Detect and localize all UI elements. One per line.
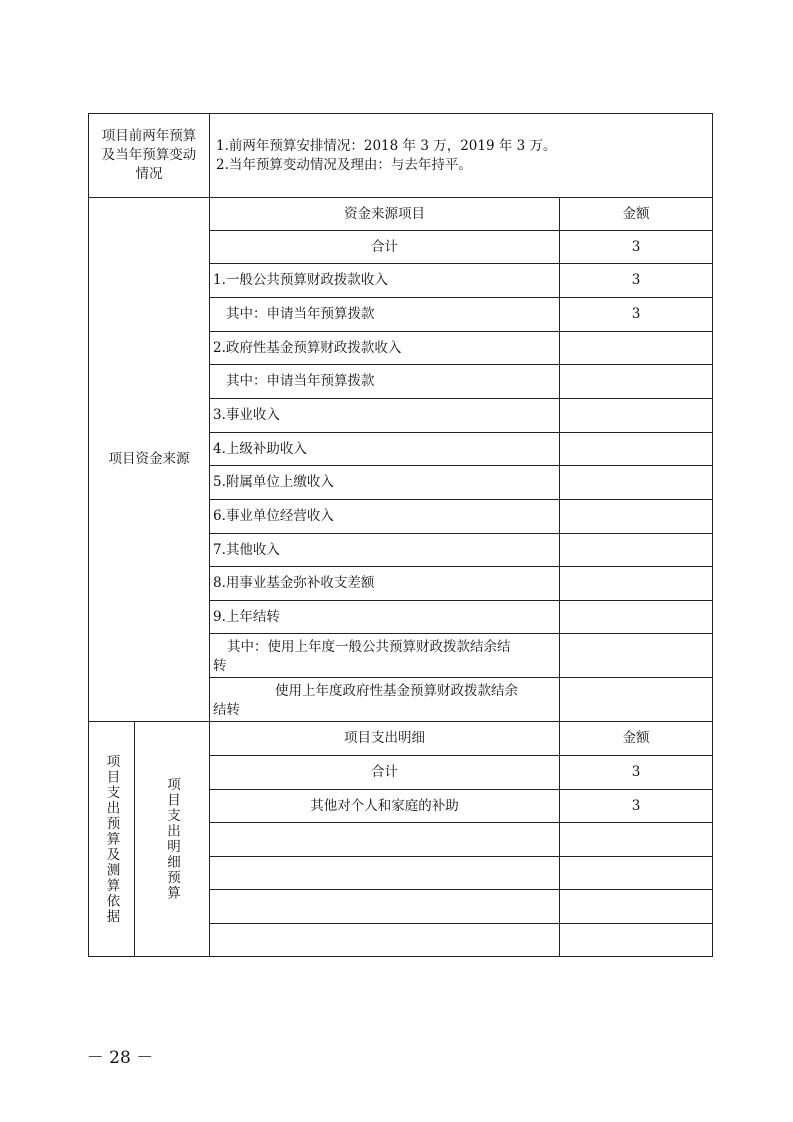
funding-row-item: 3.事业收入 [210,399,560,433]
carryover-general-budget-amount [560,634,713,678]
expenditure-row-amount: 3 [560,790,713,823]
expenditure-col-amount-header: 金额 [560,722,713,756]
funding-row-amount [560,433,713,466]
funding-row-amount [560,567,713,601]
expenditure-row-item: 其他对个人和家庭的补助 [210,790,560,823]
funding-row-amount [560,332,713,365]
funding-row-item: 7.其他收入 [210,534,560,567]
funding-row-item: 4.上级补助收入 [210,433,560,466]
expenditure-row-amount [560,857,713,890]
funding-row-item: 1.一般公共预算财政拨款收入 [210,264,560,298]
prior-budget-content: 1.前两年预算安排情况：2018 年 3 万，2019 年 3 万。 2.当年预算变动情况及理由：与去年持平。 [210,114,713,198]
funding-row-item: 9.上年结转 [210,601,560,634]
funding-row-amount [560,500,713,534]
expenditure-budget-label: 项目支出预算及测算依据 [89,722,135,957]
funding-row-item: 5.附属单位上缴收入 [210,466,560,500]
expenditure-row-item: 合计 [210,756,560,790]
carryover-fund-budget-amount [560,678,713,722]
prior-budget-label: 项目前两年预算 及当年预算变动 情况 [89,114,210,198]
funding-row-amount [560,601,713,634]
funding-col-item-header: 资金来源项目 [210,198,560,231]
funding-row-amount: 3 [560,298,713,332]
funding-row-amount: 3 [560,264,713,298]
expenditure-row-item [210,857,560,890]
expenditure-row-item [210,924,560,957]
expenditure-detail-label: 项目支出明细预算 [135,722,210,957]
funding-row-amount: 3 [560,231,713,264]
funding-col-amount-header: 金额 [560,198,713,231]
carryover-fund-budget: 使用上年度政府性基金预算财政拨款结余 结转 [210,678,560,722]
funding-row-item: 6.事业单位经营收入 [210,500,560,534]
funding-row-item: 2.政府性基金预算财政拨款收入 [210,332,560,365]
expenditure-row-amount [560,924,713,957]
expenditure-col-item-header: 项目支出明细 [210,722,560,756]
carryover-general-budget: 其中：使用上年度一般公共预算财政拨款结余结 转 [210,634,560,678]
funding-row-item: 8.用事业基金弥补收支差额 [210,567,560,601]
funding-row-item: 其中：申请当年预算拨款 [210,298,560,332]
expenditure-row-amount [560,823,713,857]
funding-row-item: 合计 [210,231,560,264]
funding-source-label: 项目资金来源 [89,198,210,722]
page-number: － 28 － [86,1048,154,1068]
funding-row-item: 其中：申请当年预算拨款 [210,365,560,399]
funding-row-amount [560,365,713,399]
funding-row-amount [560,399,713,433]
expenditure-row-item [210,823,560,857]
funding-row-amount [560,534,713,567]
expenditure-row-amount [560,890,713,924]
funding-row-amount [560,466,713,500]
expenditure-row-item [210,890,560,924]
expenditure-row-amount: 3 [560,756,713,790]
